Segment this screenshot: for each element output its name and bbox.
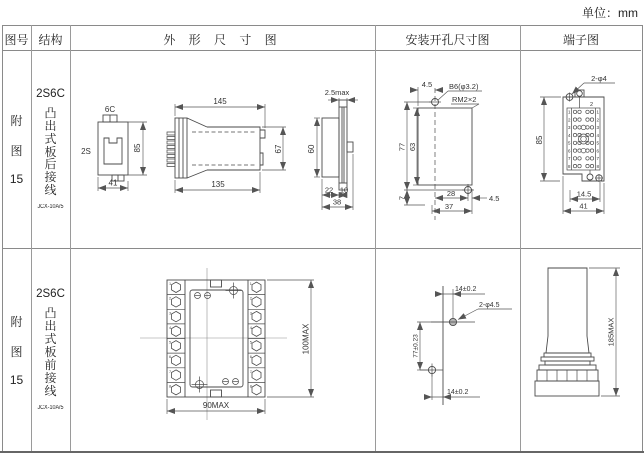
structure-socket-model: JCX-10A/5 [37, 404, 64, 411]
dim-mount-63: 63 [408, 142, 417, 152]
structure-wiring: 凸出式板前接线 [44, 306, 57, 398]
figure-char: 15 [9, 372, 24, 387]
mounting-lines [420, 286, 475, 405]
svg-text:8: 8 [168, 384, 172, 389]
terminal-corner-label: 2 [589, 102, 594, 108]
side-view-dims [175, 104, 286, 193]
svg-text:2: 2 [568, 117, 571, 123]
dim-rear-d3: 38 [332, 197, 342, 207]
svg-text:7: 7 [596, 156, 600, 161]
terminal-numbers-left [568, 110, 571, 169]
structure-wiring: 凸出式板后接线 [44, 105, 57, 198]
svg-text:4: 4 [596, 132, 600, 138]
svg-text:4: 4 [249, 325, 252, 330]
terminal-block [567, 108, 600, 170]
svg-text:6: 6 [249, 355, 252, 360]
dim-mount2-holes: 2-φ4.5 [479, 302, 500, 309]
structure-model: 2S6C [36, 87, 65, 100]
figure-char: 图 [10, 344, 23, 359]
figure-number-row1 [2, 50, 31, 248]
rear-view-dims [314, 98, 358, 210]
dim-terminal-w2: 41 [579, 201, 588, 211]
dim-mount-28: 28 [446, 189, 456, 198]
dim-mount-37: 37 [444, 202, 454, 211]
dim-mount-right-offset: 4.5 [489, 194, 500, 203]
dim-terminal-holes: 2-φ4 [591, 74, 607, 83]
header-outline: 外 形 尺 寸 图 [163, 32, 282, 47]
terminal-drawing-row2 [520, 248, 644, 451]
svg-text:1: 1 [596, 109, 600, 115]
svg-text:3: 3 [168, 311, 172, 316]
structure-model: 2S6C [36, 288, 65, 301]
svg-text:2: 2 [168, 296, 172, 301]
socket-terminal-numbers-left [169, 282, 171, 389]
structure-row1 [31, 50, 70, 248]
svg-text:3: 3 [568, 125, 571, 130]
dim-front-top: 6C [104, 105, 116, 114]
svg-text:8: 8 [596, 163, 600, 169]
figure-char: 附 [10, 314, 23, 329]
header-structure: 结构 [38, 32, 63, 47]
dim-front-left: 2S [81, 147, 91, 156]
dim-mount2-vertical: 77±0.23 [412, 334, 420, 358]
header-figure: 图号 [4, 32, 29, 47]
dim-mount-77: 77 [397, 142, 407, 152]
table-bottom-border [0, 451, 644, 453]
figure-char: 附 [10, 114, 23, 128]
svg-text:6: 6 [596, 148, 600, 154]
svg-text:5: 5 [596, 140, 600, 146]
figure-char: 15 [9, 172, 24, 186]
figure-number-row2 [2, 248, 31, 451]
svg-text:1: 1 [168, 282, 172, 286]
rear-view-drawing [322, 100, 353, 190]
terminal-numbers-right [597, 110, 600, 169]
mounting-drawing-row1 [375, 50, 520, 248]
dim-rear-d1: 22 [324, 185, 334, 195]
dim-socket-height: 100MAX [301, 323, 311, 355]
svg-text:6: 6 [168, 355, 172, 360]
dim-front-height: 85 [133, 143, 142, 153]
dim-mount-7: 7 [397, 195, 407, 201]
dim-rear-left: 60 [307, 144, 316, 154]
dim-terminal-w1: 14.5 [576, 189, 592, 199]
dim-side-top: 145 [213, 97, 227, 106]
dim-rear-top: 2.5max [324, 88, 350, 97]
thread-spec-label: RM2×2 [452, 95, 477, 104]
socket-dims [167, 280, 314, 414]
svg-text:2: 2 [249, 296, 252, 301]
socket-screws [192, 283, 242, 393]
svg-text:8: 8 [249, 384, 252, 389]
svg-text:6: 6 [568, 148, 571, 154]
svg-text:7: 7 [568, 156, 571, 161]
header-mounting: 安装开孔尺寸图 [405, 32, 490, 47]
dim-terminal-height: 85 [535, 135, 544, 145]
svg-text:8: 8 [568, 163, 571, 169]
figure-char: 图 [10, 144, 23, 158]
dim-side-bottom: 135 [211, 180, 225, 189]
dim-mount2-top: 14±0.2 [455, 286, 477, 293]
mounting-plate [418, 88, 477, 220]
front-view-drawing [98, 115, 128, 181]
socket-terminal-numbers-right [250, 282, 252, 389]
svg-text:4: 4 [568, 132, 571, 138]
svg-text:5: 5 [249, 340, 252, 345]
svg-text:2: 2 [596, 117, 600, 123]
outline-drawings-row1 [70, 50, 375, 248]
svg-text:7: 7 [168, 369, 172, 374]
dim-side-right: 67 [274, 144, 283, 154]
header-terminal: 端子图 [562, 32, 599, 47]
svg-text:3: 3 [596, 125, 600, 130]
structure-row2 [31, 248, 70, 451]
dim-mount-top-offset: 4.5 [421, 80, 433, 89]
relay-side-profile [535, 268, 599, 396]
unit-label: 单位：mm [582, 6, 638, 20]
hole-spec-label: B6(φ3.2) [449, 82, 479, 91]
svg-text:4: 4 [168, 325, 172, 330]
terminal-drawing-row1 [520, 50, 644, 248]
structure-socket-model: JCX-10A/5 [37, 204, 64, 211]
svg-text:7: 7 [249, 369, 252, 374]
dim-relay-height: 185MAX [606, 317, 616, 347]
svg-text:3: 3 [249, 311, 252, 316]
svg-text:5: 5 [568, 140, 571, 146]
dim-front-width: 41 [108, 178, 118, 188]
side-view-drawing [167, 118, 265, 178]
dim-socket-width: 90MAX [202, 401, 230, 410]
svg-text:5: 5 [168, 340, 172, 345]
svg-text:1: 1 [249, 282, 252, 286]
svg-text:1: 1 [568, 109, 571, 115]
dim-rear-d2: 10 [339, 185, 349, 195]
dim-mount2-bottom: 14±0.2 [447, 389, 469, 396]
mounting-drawing-row2 [375, 248, 520, 451]
outline-drawing-row2 [70, 248, 375, 451]
